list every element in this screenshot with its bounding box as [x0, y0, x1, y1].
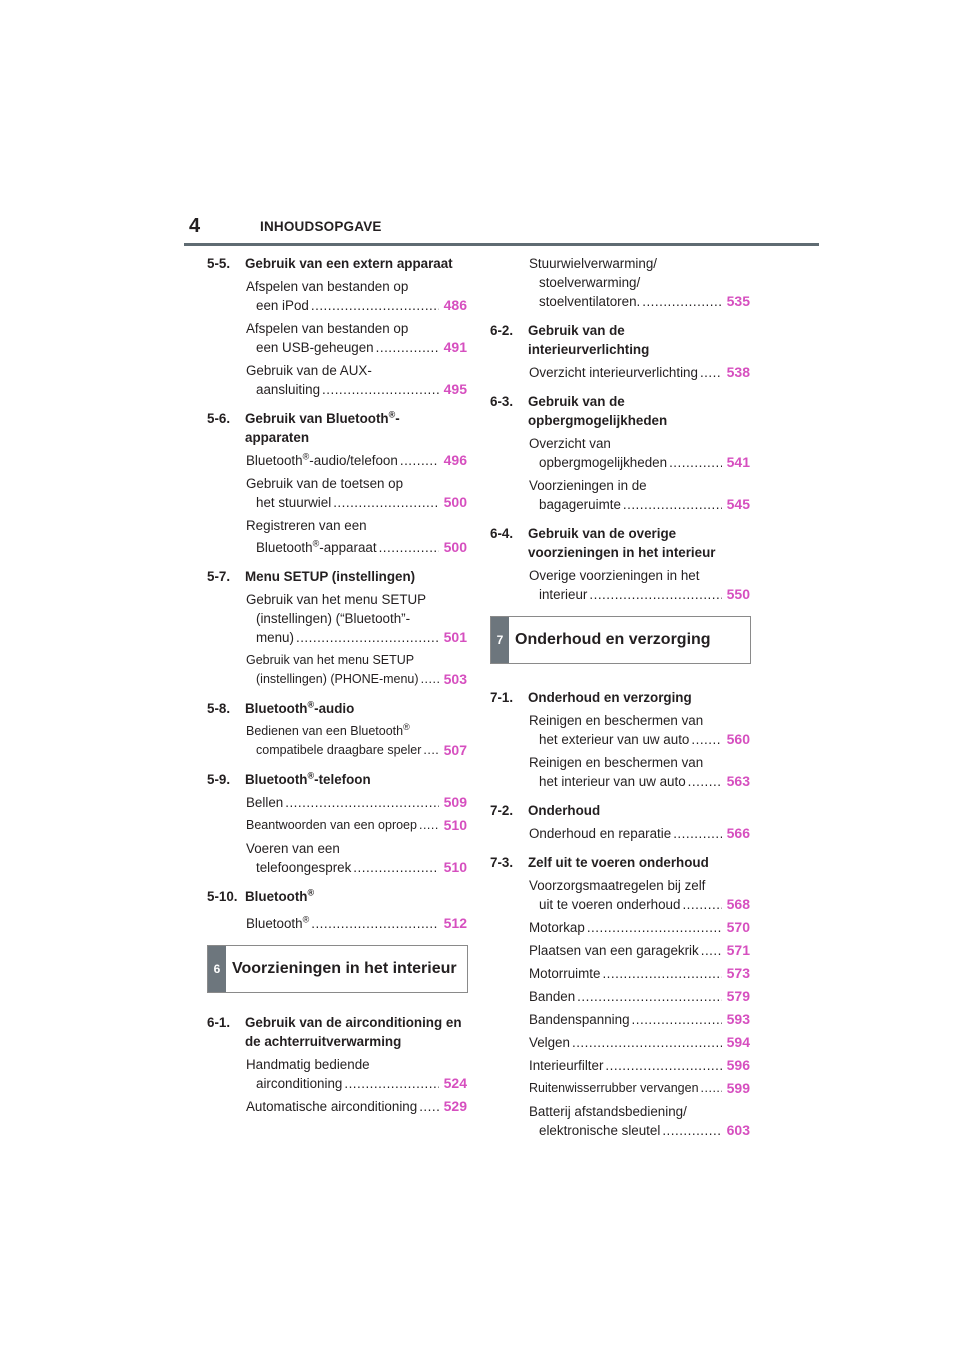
- toc-entry[interactable]: Overzicht interieurverlichting ..... 538: [490, 363, 752, 382]
- toc-entry[interactable]: Overzicht van opbergmogelijkheden ..... 541: [490, 434, 752, 472]
- page-link[interactable]: 593: [726, 1011, 750, 1027]
- chapter-title: Voorzieningen in het interieur: [232, 960, 457, 977]
- page-link[interactable]: 500: [443, 539, 467, 555]
- toc-entry[interactable]: Afspelen van bestanden op een USB-geheugen ..... 491: [207, 319, 469, 357]
- page-link[interactable]: 550: [726, 586, 750, 602]
- toc-entry[interactable]: Reinigen en beschermen van het interieur van uw auto ..... 563: [490, 753, 752, 791]
- toc-entry[interactable]: Afspelen van bestanden op een iPod ..... 486: [207, 277, 469, 315]
- toc-entry[interactable]: Voeren van een telefoongesprek ..... 510: [207, 839, 469, 877]
- toc-entry[interactable]: Reinigen en beschermen van het exterieur van uw auto ..... 560: [490, 711, 752, 749]
- toc-entry[interactable]: Automatische airconditioning ..... 529: [207, 1097, 469, 1116]
- toc-left-column: [207, 254, 469, 1116]
- toc-entry[interactable]: Motorkap ..... 570: [490, 918, 752, 937]
- page-link[interactable]: 560: [726, 731, 750, 747]
- section-heading: 6-1. Gebruik van de airconditioning en de achterruitverwarming: [207, 1015, 462, 1049]
- toc-entry[interactable]: Plaatsen van een garagekrik ..... 571: [490, 941, 752, 960]
- page-link[interactable]: 491: [443, 339, 467, 355]
- page-link[interactable]: 545: [726, 496, 750, 512]
- chapter-6-banner: [207, 945, 468, 993]
- page-link[interactable]: 509: [443, 794, 467, 810]
- section-heading: 7-1. Onderhoud en verzorging: [490, 690, 692, 705]
- toc-right-column: [490, 254, 752, 1140]
- toc-entry[interactable]: Bellen ..... 509: [207, 793, 469, 812]
- page-header: [0, 0, 960, 250]
- toc-entry[interactable]: Gebruik van het menu SETUP (instellingen) (“Bluetooth”- menu) ..... 501: [207, 590, 469, 647]
- toc-entry[interactable]: Voorzieningen in de bagageruimte ..... 545: [490, 476, 752, 514]
- page-link[interactable]: 535: [726, 293, 750, 309]
- toc-entry[interactable]: Handmatig bediende airconditioning ..... 524: [207, 1055, 469, 1093]
- page-link[interactable]: 501: [443, 629, 467, 645]
- section-heading: 5-7. Menu SETUP (instellingen): [207, 569, 416, 584]
- page-link[interactable]: 599: [726, 1080, 750, 1096]
- toc-entry[interactable]: Voorzorgsmaatregelen bij zelf uit te voeren onderhoud ..... 568: [490, 876, 752, 914]
- page-link[interactable]: 603: [726, 1122, 750, 1138]
- page-link[interactable]: 570: [726, 919, 750, 935]
- page-link[interactable]: 596: [726, 1057, 750, 1073]
- page-link[interactable]: 500: [443, 494, 467, 510]
- header-divider: [184, 243, 819, 246]
- toc-entry[interactable]: Banden ..... 579: [490, 987, 752, 1006]
- page-link[interactable]: 512: [443, 915, 467, 931]
- page-link[interactable]: 568: [726, 896, 750, 912]
- chapter-title: Onderhoud en verzorging: [515, 631, 711, 648]
- page-link[interactable]: 573: [726, 965, 750, 981]
- page-link[interactable]: 538: [726, 364, 750, 380]
- page-link[interactable]: 529: [443, 1098, 467, 1114]
- chapter-7-banner: [490, 616, 751, 664]
- page-link[interactable]: 563: [726, 773, 750, 789]
- toc-entry[interactable]: Batterij afstandsbediening/ elektronische sleutel ..... 603: [490, 1102, 752, 1140]
- toc-entry[interactable]: Motorruimte ..... 573: [490, 964, 752, 983]
- page-link[interactable]: 486: [443, 297, 467, 313]
- section-heading: 6-2. Gebruik van de interieurverlichting: [490, 323, 650, 357]
- page-link[interactable]: 594: [726, 1034, 750, 1050]
- page-link[interactable]: 524: [443, 1075, 467, 1091]
- section-heading: 5-9. Bluetooth®-telefoon: [207, 770, 371, 787]
- page-link[interactable]: 579: [726, 988, 750, 1004]
- toc-entry[interactable]: Gebruik van het menu SETUP (instellingen) (PHONE-menu) ..... 503: [207, 651, 469, 689]
- section-heading: 5-8. Bluetooth®-audio: [207, 699, 355, 716]
- page-link[interactable]: 503: [443, 671, 467, 687]
- toc-entry[interactable]: Beantwoorden van een oproep ..... 510: [207, 816, 469, 835]
- toc-entry[interactable]: Interieurfilter ..... 596: [490, 1056, 752, 1075]
- toc-entry[interactable]: Bedienen van een Bluetooth® compatibele draagbare speler ..... 507: [207, 722, 469, 760]
- page-link[interactable]: 495: [443, 381, 467, 397]
- toc-entry[interactable]: Velgen ..... 594: [490, 1033, 752, 1052]
- toc-entry[interactable]: Stuurwielverwarming/ stoelverwarming/ stoelventilatoren. ..... 535: [490, 254, 752, 311]
- section-heading: 6-3. Gebruik van de opbergmogelijkheden: [490, 394, 668, 428]
- page-link[interactable]: 510: [443, 817, 467, 833]
- toc-entry[interactable]: Gebruik van de toetsen op het stuurwiel ..... 500: [207, 474, 469, 512]
- chapter-number: 7: [491, 617, 509, 663]
- section-heading: 5-10. Bluetooth®: [207, 887, 315, 904]
- page-link[interactable]: 566: [726, 825, 750, 841]
- toc-entry[interactable]: Gebruik van de AUX- aansluiting ..... 495: [207, 361, 469, 399]
- section-heading: 7-3. Zelf uit te voeren onderhoud: [490, 855, 709, 870]
- section-heading: 5-5. Gebruik van een extern apparaat: [207, 256, 453, 271]
- section-heading: 6-4. Gebruik van de overige voorzieningen in het interieur: [490, 526, 716, 560]
- page-link[interactable]: 496: [443, 452, 467, 468]
- chapter-number: 6: [208, 946, 226, 992]
- page-link[interactable]: 541: [726, 454, 750, 470]
- toc-entry[interactable]: Onderhoud en reparatie ..... 566: [490, 824, 752, 843]
- toc-entry[interactable]: Ruitenwisserrubber vervangen ..... 599: [490, 1079, 752, 1098]
- section-heading: 7-2. Onderhoud: [490, 803, 601, 818]
- page-link[interactable]: 510: [443, 859, 467, 875]
- page-number: 4: [189, 215, 201, 237]
- page-link[interactable]: 507: [443, 742, 467, 758]
- toc-entry[interactable]: Registreren van een Bluetooth®-apparaat ..... 500: [207, 516, 469, 557]
- page-link[interactable]: 571: [726, 942, 750, 958]
- toc-entry[interactable]: Bandenspanning ..... 593: [490, 1010, 752, 1029]
- toc-entry[interactable]: Overige voorzieningen in het interieur ..... 550: [490, 566, 752, 604]
- toc-entry[interactable]: Bluetooth®-audio/telefoon ..... 496: [207, 451, 469, 470]
- toc-entry[interactable]: Bluetooth® ..... 512: [207, 914, 469, 933]
- header-title: INHOUDSOPGAVE: [260, 219, 382, 234]
- section-heading: 5-6. Gebruik van Bluetooth®- apparaten: [207, 409, 400, 445]
